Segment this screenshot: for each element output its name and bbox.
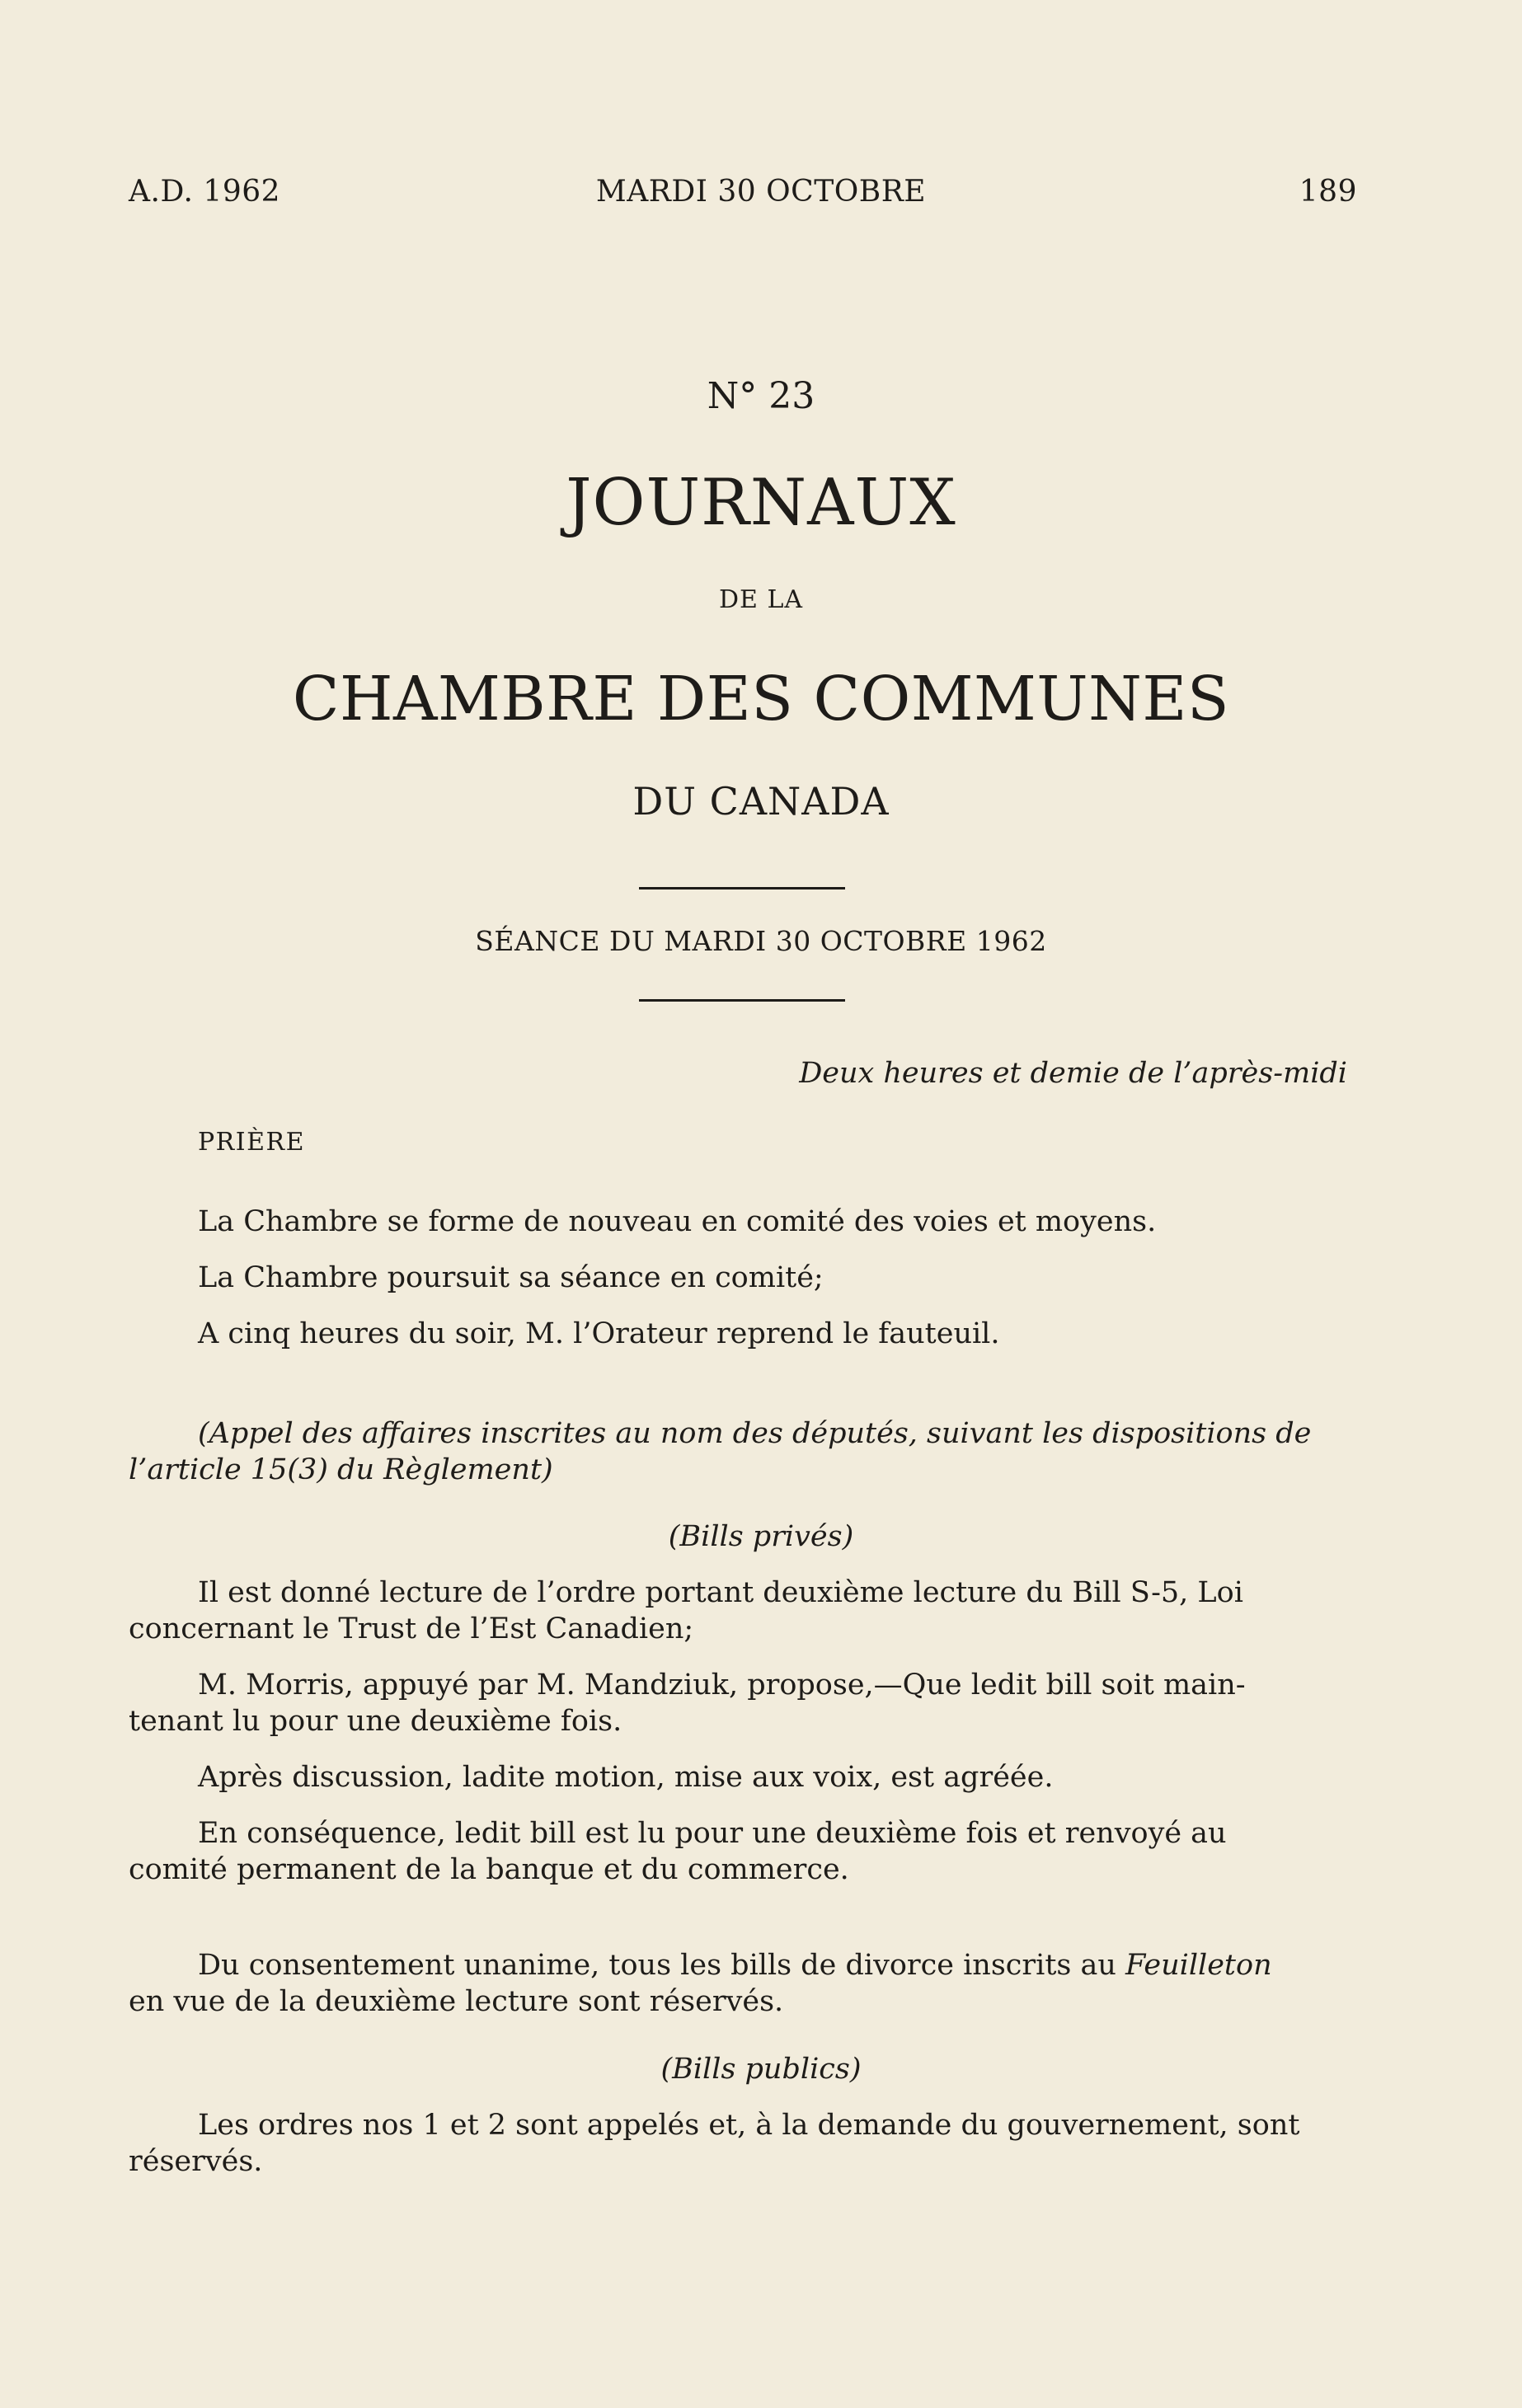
paragraph-line: réservés. <box>129 2145 263 2178</box>
paragraph: Après discussion, ladite motion, mise aux voix, est agréée. <box>198 1761 1054 1794</box>
appel-note-line1: (Appel des affaires inscrites au nom des députés, suivant les dispositions de <box>198 1417 1312 1450</box>
paragraph: La Chambre poursuit sa séance en comité; <box>198 1261 824 1294</box>
paragraph: La Chambre se forme de nouveau en comité des voies et moyens. <box>198 1205 1157 1238</box>
country-title: DU CANADA <box>632 779 890 824</box>
session-heading: SÉANCE DU MARDI 30 OCTOBRE 1962 <box>475 925 1047 957</box>
appel-note-line2: l’article 15(3) du Règlement) <box>129 1453 553 1486</box>
title-connector: DE LA <box>718 585 804 614</box>
paragraph-line: En conséquence, ledit bill est lu pour une deuxième fois et renvoyé au <box>198 1817 1227 1850</box>
section-heading-priere: PRIÈRE <box>198 1128 306 1157</box>
paragraph-line: comité permanent de la banque et du commerce. <box>129 1853 849 1886</box>
paragraph-line: M. Morris, appuyé par M. Mandziuk, propose,—Que ledit bill soit main- <box>198 1669 1246 1702</box>
chamber-title: CHAMBRE DES COMMUNES <box>292 664 1230 735</box>
paragraph-line: tenant lu pour une deuxième fois. <box>129 1705 622 1738</box>
paragraph-text: Du consentement unanime, tous les bills de divorce inscrits au <box>198 1949 1126 1982</box>
paragraph-line: concernant le Trust de l’Est Canadien; <box>129 1612 694 1645</box>
subheading-bills-prives: (Bills privés) <box>668 1520 854 1553</box>
title-divider-bottom <box>639 999 845 1002</box>
paragraph-line: Il est donné lecture de l’ordre portant deuxième lecture du Bill S-5, Loi <box>198 1576 1243 1609</box>
header-date: MARDI 30 OCTOBRE <box>595 175 927 209</box>
subheading-bills-publics: (Bills publics) <box>660 2053 862 2086</box>
feuilleton-term: Feuilleton <box>1125 1949 1272 1982</box>
paragraph-line <box>198 1947 1272 1983</box>
paragraph-line: Les ordres nos 1 et 2 sont appelés et, à la demande du gouvernement, sont <box>198 2109 1300 2142</box>
page-number: 189 <box>1299 175 1357 209</box>
paragraph: A cinq heures du soir, M. l’Orateur reprend le fauteuil. <box>198 1317 1000 1350</box>
title-divider-top <box>639 887 845 890</box>
journal-title: JOURNAUX <box>566 466 956 540</box>
session-time: Deux heures et demie de l’après-midi <box>799 1057 1347 1090</box>
issue-number: N° 23 <box>707 375 815 417</box>
paragraph-line: en vue de la deuxième lecture sont réservés. <box>129 1985 784 2018</box>
header-year: A.D. 1962 <box>129 175 281 209</box>
